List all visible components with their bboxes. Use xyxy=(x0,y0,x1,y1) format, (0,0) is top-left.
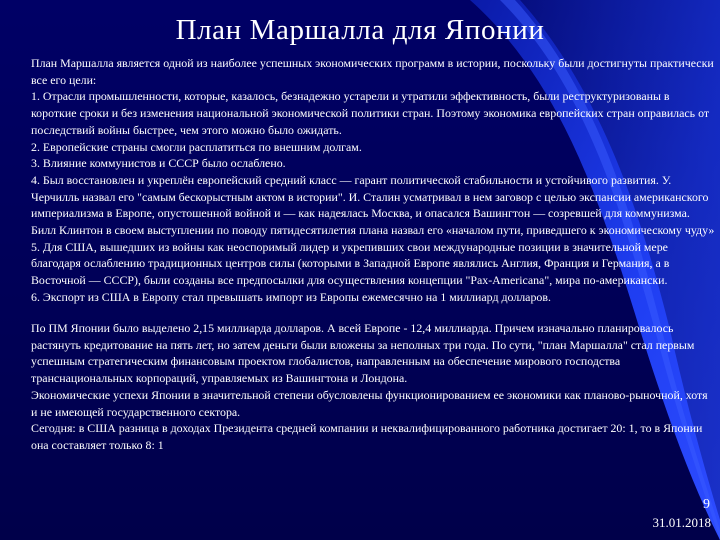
page-number: 9 xyxy=(703,497,710,512)
body-paragraph: Сегодня: в США разница в доходах Президента средней компании и неквалифицированного работника достигает 20: 1, то в Японии она составляет только 8: 1 xyxy=(31,421,703,452)
slide-date: 31.01.2018 xyxy=(652,515,711,530)
body-paragraph: Экономические успехи Японии в значительной степени обусловлены функционированием ее экономики как планово-рыночной, хотя и не имеющей государственного сектора. xyxy=(31,387,708,419)
slide-title: План Маршалла для Японии xyxy=(175,14,545,46)
body-paragraph: 5. Для США, вышедших из войны как неоспоримый лидер и укрепивших свои международные позиции в значительной мере благодаря ослаблению традиционных центров силы (которыми в Западной Европе являлись Англия, Франция и Германия, а в Восточной — СССР), были созданы все предпосылки для осуществления концепции "Pax-Americana", мира по-американски. xyxy=(31,239,670,288)
slide-body xyxy=(31,55,715,454)
paragraph-gap xyxy=(31,306,715,321)
body-paragraph: По ПМ Японии было выделено 2,15 миллиарда долларов. А всей Европе - 12,4 миллиарда. Причем изначально планировалось растянуть кредитование на пять лет, но затем деньги были вложены за неполных три года. По сути, "план Маршалла" стал первым успешным стратегическим финансовым проектом глобалистов, направленным на обеспечение мирового господства транснациональных корпораций, управляемых из Вашингтона и Лондона. xyxy=(31,321,695,386)
body-paragraph: 6. Экспорт из США в Европу стал превышать импорт из Европы ежемесячно на 1 миллиард долларов. xyxy=(31,289,551,304)
body-paragraph: План Маршалла является одной из наиболее успешных экономических программ в истории, поскольку были достигнуты практически все его цели: xyxy=(31,56,714,87)
body-paragraph: 1. Отрасли промышленности, которые, казалось, безнадежно устарели и утратили эффективность, были реструктуризованы в короткие сроки и без изменения национальной экономической политики стран. Поэтому экономика европейских стран оправилась от последствий войны быстрее, чем этого можно было ожидать. xyxy=(31,89,710,137)
body-paragraph: 3. Влияние коммунистов и СССР было ослаблено. xyxy=(31,156,286,171)
body-paragraph: 2. Европейские страны смогли расплатиться по внешним долгам. xyxy=(31,139,362,154)
body-paragraph: 4. Был восстановлен и укреплён европейский средний класс — гарант политической стабильности и устойчивого развития. У. Черчилль назвал его "самым бескорыстным актом в истории". И. Сталин усматривал в нем заговор с целью экспансии американского империализма в Европе, опустошенной войной и — как надеялась Москва, и опасался Вашингтон — созревшей для коммунизма. Билл Клинтон в своем выступлении по поводу пятидесятилетия плана назвал его «началом пути, приведшего к экономическому чуду» xyxy=(31,172,715,238)
